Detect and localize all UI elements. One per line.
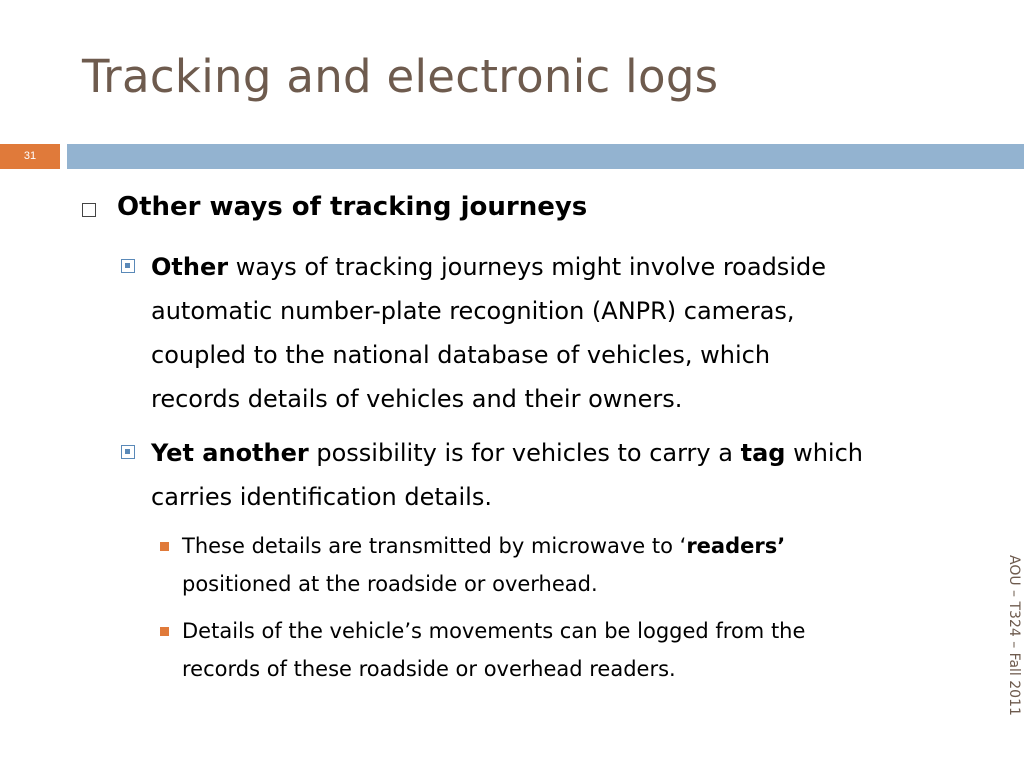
bullet-text-anpr [151, 245, 991, 421]
footer-course-label: AOU – T324 – Fall 2011 [1006, 555, 1022, 716]
line: positioned at the roadside or overhead. [182, 572, 598, 596]
text: which [785, 439, 863, 467]
line [151, 431, 991, 475]
bold-text: Other [151, 253, 229, 281]
bullet-text-tag [151, 431, 991, 519]
heading-text: Other ways of tracking journeys [117, 192, 588, 222]
line: Details of the vehicle’s movements can be logged from the [182, 619, 806, 643]
text: possibility is for vehicles to carry a [308, 439, 741, 467]
hollow-square-bullet-icon [82, 203, 96, 217]
filled-square-bullet-icon [160, 627, 169, 636]
text: ways of tracking journeys might involve roadside [228, 253, 826, 281]
sub-bullet-text-microwave [182, 527, 952, 603]
slide-title: Tracking and electronic logs [82, 50, 719, 103]
bold-text: Yet another [151, 439, 309, 467]
sub-bullet-item-logged [160, 612, 950, 688]
accent-bar [67, 144, 1024, 169]
sub-bullet-item-microwave [160, 527, 950, 603]
line: coupled to the national database of vehicles, which [151, 341, 771, 369]
filled-square-bullet-icon [160, 542, 169, 551]
line [151, 245, 991, 289]
line: records details of vehicles and their owners. [151, 385, 683, 413]
bullet-item-tag [118, 431, 988, 519]
bold-text: tag [740, 439, 786, 467]
bullet-item-anpr [118, 245, 988, 421]
line: records of these roadside or overhead readers. [182, 657, 676, 681]
line: automatic number-plate recognition (ANPR) cameras, [151, 297, 795, 325]
boxed-square-bullet-icon [121, 445, 135, 459]
sub-bullet-text-logged [182, 612, 952, 688]
text: These details are transmitted by microwave to ‘ [182, 534, 687, 558]
bold-text: readers’ [686, 534, 786, 558]
line [182, 527, 952, 565]
line: carries identification details. [151, 483, 492, 511]
slide-number: 31 [0, 144, 60, 169]
boxed-square-bullet-icon [121, 259, 135, 273]
